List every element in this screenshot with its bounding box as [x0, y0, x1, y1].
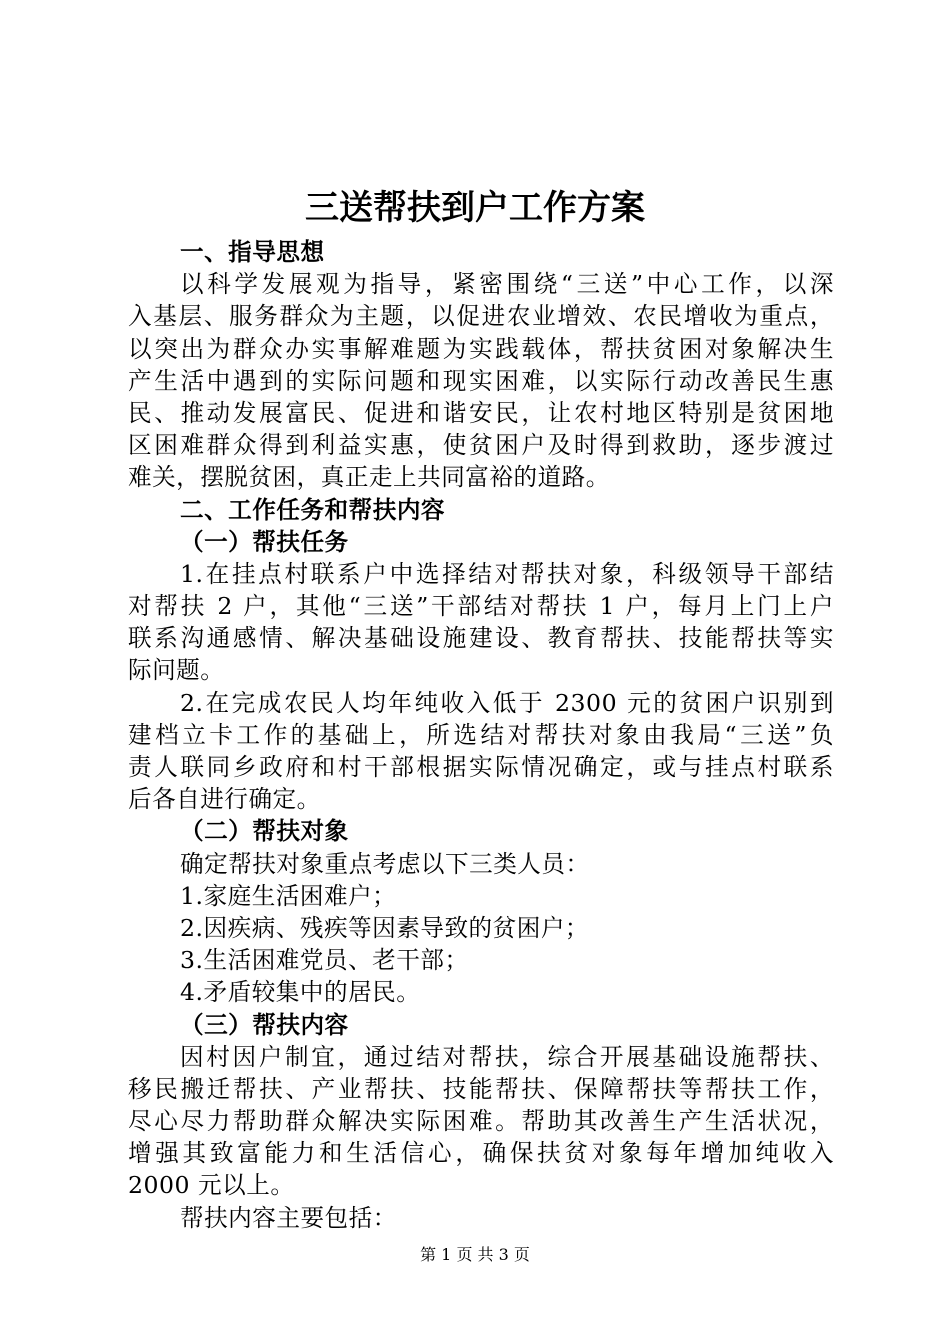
- paragraph-line: 责人联同乡政府和村干部根据实际情况确定，或与挂点村联系: [128, 753, 834, 781]
- paragraph-line: 区困难群众得到利益实惠，使贫困户及时得到救助，逐步渡过: [128, 431, 834, 460]
- paragraph-line: 2.因疾病、残疾等因素导致的贫困户；: [180, 913, 590, 942]
- paragraph-line: 难关，摆脱贫困，真正走上共同富裕的道路。: [128, 463, 610, 492]
- paragraph-line: 1.在挂点村联系户中选择结对帮扶对象，科级领导干部结: [180, 559, 834, 588]
- paragraph-line: 帮扶内容主要包括：: [180, 1203, 397, 1232]
- paragraph-line: 2000 元以上。: [128, 1171, 295, 1200]
- paragraph-line: 3.生活困难党员、老干部；: [180, 946, 469, 975]
- paragraph-line: 增强其致富能力和生活信心，确保扶贫对象每年增加纯收入: [128, 1139, 834, 1168]
- paragraph-line: 确定帮扶对象重点考虑以下三类人员：: [180, 849, 590, 878]
- section-heading: 二、工作任务和帮扶内容: [180, 495, 446, 524]
- paragraph-line: 后各自进行确定。: [128, 785, 321, 814]
- section-heading: （一）帮扶任务: [180, 527, 349, 556]
- paragraph-line: 4.矛盾较集中的居民。: [180, 978, 421, 1007]
- paragraph-line: 以突出为群众办实事解难题为实践载体，帮扶贫困对象解决生: [128, 334, 834, 363]
- paragraph-line: 民、推动发展富民、促进和谐安民，让农村地区特别是贫困地: [128, 398, 834, 427]
- document-title: 三送帮扶到户工作方案: [305, 188, 645, 228]
- paragraph-line: 对帮扶 2 户，其他“三送”干部结对帮扶 1 户，每月上门上户: [128, 592, 834, 621]
- paragraph-line: 因村因户制宜，通过结对帮扶，综合开展基础设施帮扶、: [180, 1042, 834, 1071]
- paragraph-line: 入基层、服务群众为主题，以促进农业增效、农民增收为重点，: [128, 302, 834, 331]
- section-heading: （三）帮扶内容: [180, 1010, 349, 1039]
- paragraph-line: 尽心尽力帮助群众解决实际困难。帮助其改善生产生活状况，: [128, 1107, 834, 1136]
- section-heading: （二）帮扶对象: [180, 817, 349, 846]
- paragraph-line: 移民搬迁帮扶、产业帮扶、技能帮扶、保障帮扶等帮扶工作，: [128, 1074, 834, 1103]
- document-body: [128, 236, 834, 1234]
- section-heading: 一、指导思想: [180, 238, 325, 266]
- paragraph-line: 际问题。: [128, 656, 225, 685]
- page-footer: 第 1 页 共 3 页: [420, 1245, 530, 1264]
- paragraph-line: 以科学发展观为指导，紧密围绕“三送”中心工作，以深: [180, 270, 834, 299]
- paragraph-line: 2.在完成农民人均年纯收入低于 2300 元的贫困户识别到: [180, 688, 834, 717]
- paragraph-line: 建档立卡工作的基础上，所选结对帮扶对象由我局“三送”负: [128, 720, 834, 749]
- paragraph-line: 产生活中遇到的实际问题和现实困难，以实际行动改善民生惠: [128, 366, 834, 395]
- paragraph-line: 1.家庭生活困难户；: [180, 881, 397, 910]
- paragraph-line: 联系沟通感情、解决基础设施建设、教育帮扶、技能帮扶等实: [128, 624, 834, 653]
